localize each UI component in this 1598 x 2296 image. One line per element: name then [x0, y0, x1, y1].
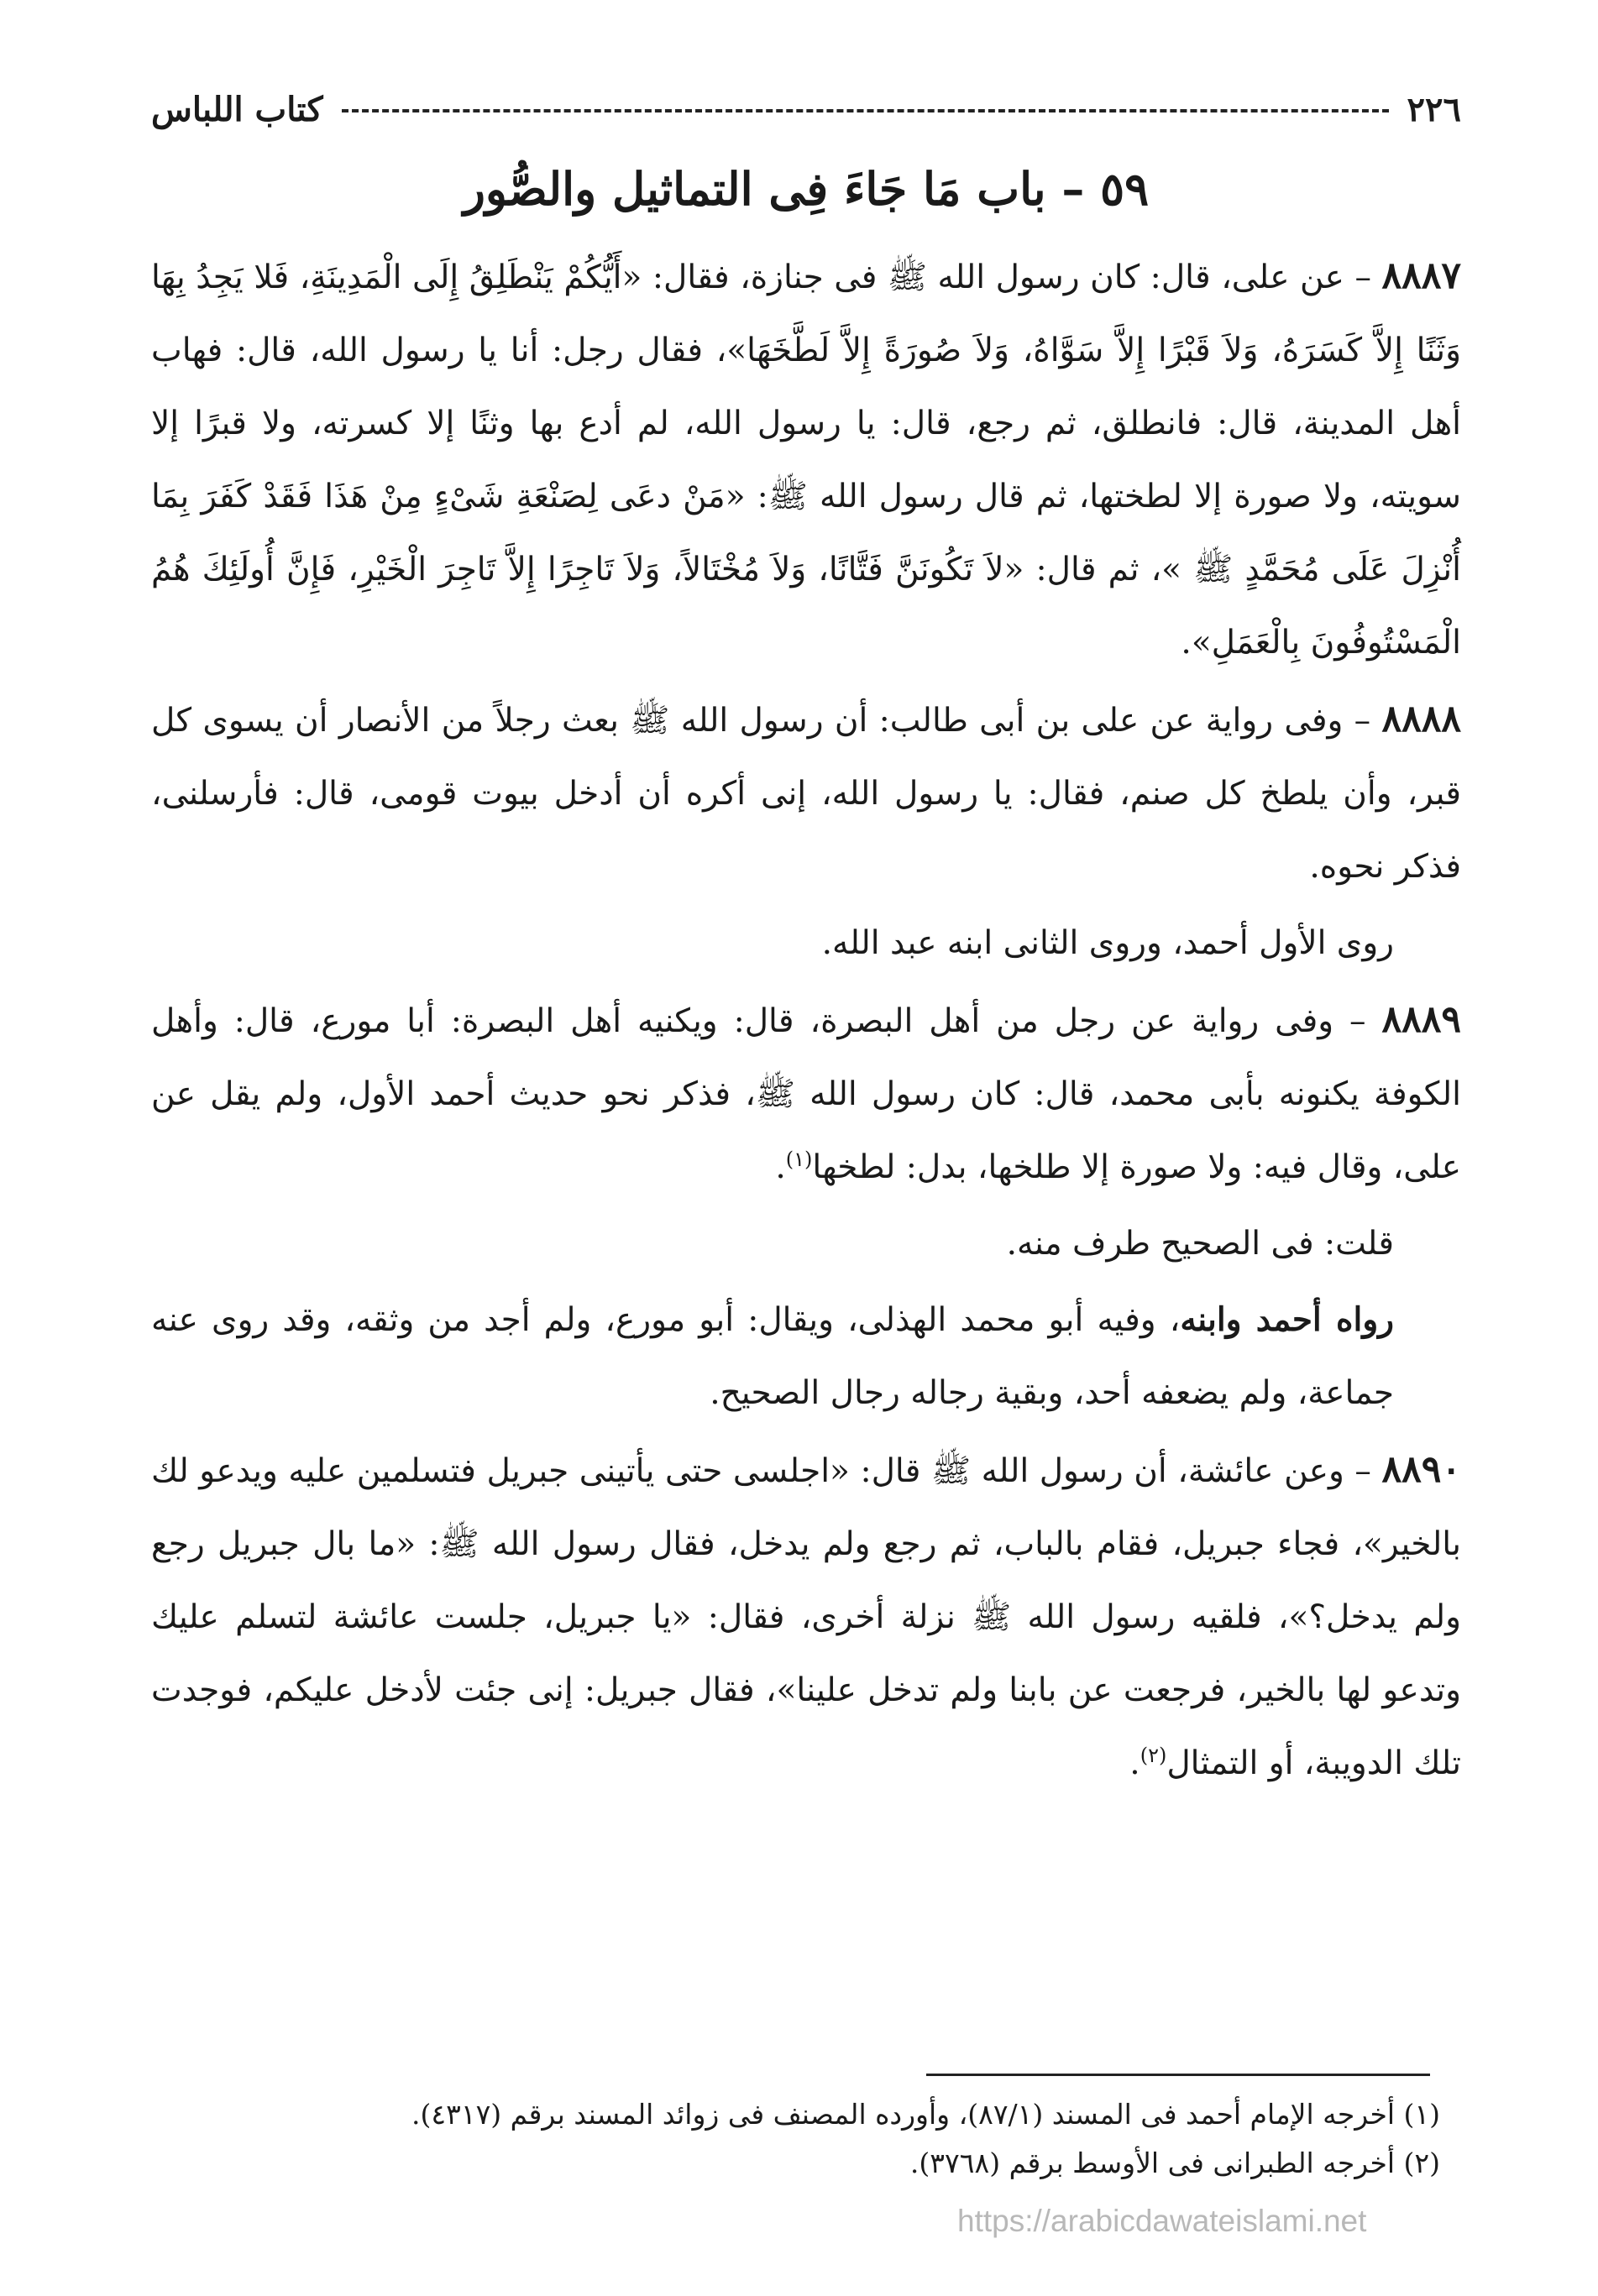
main-text: [151, 239, 1461, 1803]
footnote-ref: (١): [785, 1148, 813, 1171]
author-comment: [151, 1207, 1461, 1280]
running-header: [151, 84, 1461, 134]
hadith-number: ٨٨٨٨: [1381, 698, 1461, 740]
hadith-8889: [151, 983, 1461, 1204]
book-title: كتاب اللباس: [151, 89, 323, 129]
hadith-number: ٨٨٨٩: [1381, 998, 1461, 1041]
watermark-url: https://arabicdawateislami.net: [957, 2204, 1367, 2238]
hadith-8887: [151, 239, 1461, 679]
footnote-ref: (٢): [1140, 1744, 1167, 1767]
hadith-number: ٨٨٩٠: [1381, 1448, 1461, 1491]
note-text: روى الأول أحمد، وروى الثانى ابنه عبد الله.: [821, 924, 1394, 962]
footnote-2: (٢) أخرجه الطبرانى فى الأوسط برقم (٣٧٦٨).: [909, 2147, 1440, 2179]
comment-text: قلت: فى الصحيح طرف منه.: [1006, 1225, 1394, 1263]
footnote-1: (١) أخرجه الإمام أحمد فى المسند (٨٧/١)، وأورده المصنف فى زوائد المسند برقم (٤٣١٧).: [411, 2098, 1440, 2131]
page-number: ٢٢٦: [1407, 89, 1461, 129]
grading-text: ، وفيه أبو محمد الهذلى، ويقال: أبو مورع، ولم أجد من وثقه، وقد روى عنه جماعة، ولم يضعفه أحد، وبقية رجاله رجال الصحيح.: [151, 1301, 1394, 1412]
hadith-number: ٨٨٨٧: [1381, 254, 1461, 297]
hadith-8890: [151, 1433, 1461, 1800]
grading-lead: رواه أحمد وابنه: [1180, 1300, 1394, 1339]
grading-note: [151, 1284, 1461, 1430]
hadith-text: – وفى رواية عن رجل من أهل البصرة، قال: ويكنيه أهل البصرة: أبا مورع، قال: وأهل الكوفة يكنونه بأبى محمد، قال: كان رسول الله ﷺ، فذكر نحو حديث أحمد الأول، ولم يقل عن على، وقال فيه: ولا صورة إلا طلخها، بدل: لطخها: [151, 1002, 1461, 1186]
footnotes: [151, 2090, 1440, 2188]
hadith-end: .: [1129, 1744, 1140, 1782]
footnote-divider: [926, 2074, 1430, 2076]
hadith-end: .: [775, 1148, 786, 1186]
header-dashed-rule: [342, 109, 1389, 112]
chapter-title: ٥٩ – باب مَا جَاءَ فِى التماثيل والصُّور: [463, 162, 1150, 216]
narration-note: [151, 907, 1461, 980]
hadith-text: – وفى رواية عن على بن أبى طالب: أن رسول الله ﷺ بعث رجلاً من الأنصار أن يسوى كل قبر، وأن يلطخ كل صنم، فقال: يا رسول الله، إنى أكره أن أدخل بيوت قومى، قال: فأرسلنى، فذكر نحوه.: [151, 702, 1461, 886]
hadith-text: – عن على، قال: كان رسول الله ﷺ فى جنازة، فقال: «أَيُّكُمْ يَنْطَلِقُ إِلَى الْمَدِينَةِ، فَلا يَجِدُ بِهَا وَثَنًا إِلاَّ كَسَرَهُ، وَلاَ قَبْرًا إِلاَّ سَوَّاهُ، وَلاَ صُورَةً إِلاَّ لَطَّخَهَا»، فقال رجل: أنا يا رسول الله، قال: فهاب أهل المدينة، قال: فانطلق، ثم رجع، قال: يا رسول الله، لم أدع بها وثنًا إلا كسرته، ولا قبرًا إلا سويته، ولا صورة إلا لطختها، ثم قال رسول الله ﷺ: «مَنْ دعَى لِصَنْعَةِ شَىْءٍ مِنْ هَذَا فَقَدْ كَفَرَ بِمَا أُنْزِلَ عَلَى مُحَمَّدٍ ﷺ »، ثم قال: «لاَ تَكُونَنَّ فَتَّانًا، وَلاَ مُخْتَالاً، وَلاَ تَاجِرًا إِلاَّ تَاجِرَ الْخَيْرِ، فَإِنَّ أُولَئِكَ هُمُ الْمَسْتُوفُونَ بِالْعَمَلِ».: [151, 259, 1461, 662]
hadith-8888: [151, 683, 1461, 903]
hadith-text: – وعن عائشة، أن رسول الله ﷺ قال: «اجلسى حتى يأتينى جبريل فتسلمين عليه ويدعو لك بالخير»، فجاء جبريل، فقام بالباب، ثم رجع ولم يدخل، فقال رسول الله ﷺ: «ما بال جبريل رجع ولم يدخل؟»، فلقيه رسول الله ﷺ نزلة أخرى، فقال: «يا جبريل، جلست عائشة لتسلم عليك وتدعو لها بالخير، فرجعت عن بابنا ولم تدخل علينا»، فقال جبريل: إنى جئت لأدخل عليكم، فوجدت تلك الدويبة، أو التمثال: [151, 1452, 1461, 1782]
